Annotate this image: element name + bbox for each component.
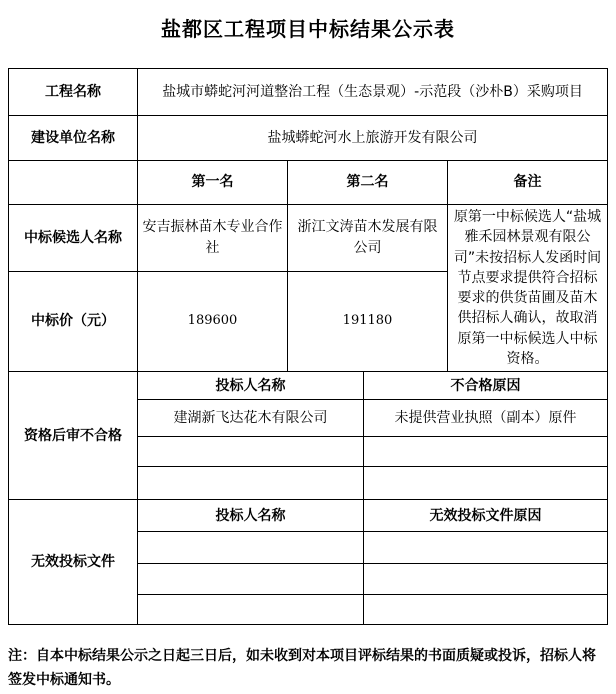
project-name-row: [9, 69, 608, 116]
invalid-section-label-cell: 无效投标文件: [9, 500, 138, 625]
project-name-label-cell: 工程名称: [9, 69, 138, 116]
price-first-cell: 189600: [138, 271, 288, 372]
rank-blank-cell: [9, 161, 138, 205]
postqual-bidder-cell: [138, 437, 364, 467]
postqual-bidder-cell: [138, 467, 364, 500]
owner-value-cell: 盐城蟒蛇河水上旅游开发有限公司: [138, 116, 608, 161]
remark-text-cell: 原第一中标候选人“盐城雅禾园林景观有限公司”未按招标人发函时间节点要求提供符合招标要求的供货苗圃及苗木供招标人确认，故取消原第一中标候选人中标资格。: [448, 205, 608, 372]
remark-header-cell: 备注: [448, 161, 608, 205]
candidates-row: [9, 205, 608, 272]
invalid-reason-cell: [364, 564, 608, 595]
project-name-value-cell: 盐城市蟒蛇河河道整治工程（生态景观）-示范段（沙朴B）采购项目: [138, 69, 608, 116]
candidate-first-cell: 安吉振林苗木专业合作社: [138, 205, 288, 272]
invalid-bidder-cell: [138, 564, 364, 595]
invalid-reason-cell: [364, 595, 608, 625]
owner-label-cell: 建设单位名称: [9, 116, 138, 161]
invalid-bidder-cell: [138, 532, 364, 564]
postqual-reason-cell: 未提供营业执照（副本）原件: [364, 400, 608, 437]
postqual-bidder-cell: 建湖新飞达花木有限公司: [138, 400, 364, 437]
footer-note: 注：自本中标结果公示之日起三日后，如未收到对本项目评标结果的书面质疑或投诉，招标人将签发中标通知书。: [8, 648, 596, 688]
postqual-bidder-header-cell: 投标人名称: [138, 372, 364, 400]
owner-row: [9, 116, 608, 161]
invalid-reason-header-cell: 无效投标文件原因: [364, 500, 608, 532]
postqual-reason-header-cell: 不合格原因: [364, 372, 608, 400]
postqual-reason-cell: [364, 467, 608, 500]
invalid-reason-cell: [364, 532, 608, 564]
price-second-cell: 191180: [288, 271, 448, 372]
postqual-reason-cell: [364, 437, 608, 467]
rank-header-row: [9, 161, 608, 205]
candidates-label-cell: 中标候选人名称: [9, 205, 138, 272]
page-title: 盐都区工程项目中标结果公示表: [161, 17, 455, 41]
candidate-second-cell: 浙江文涛苗木发展有限公司: [288, 205, 448, 272]
bid-results-table: [8, 68, 608, 625]
invalid-bidder-header-cell: 投标人名称: [138, 500, 364, 532]
rank-first-header-cell: 第一名: [138, 161, 288, 205]
rank-second-header-cell: 第二名: [288, 161, 448, 205]
invalid-header-row: [9, 500, 608, 532]
invalid-bidder-cell: [138, 595, 364, 625]
postqual-header-row: [9, 372, 608, 400]
postqual-section-label-cell: 资格后审不合格: [9, 372, 138, 500]
price-label-cell: 中标价（元）: [9, 271, 138, 372]
